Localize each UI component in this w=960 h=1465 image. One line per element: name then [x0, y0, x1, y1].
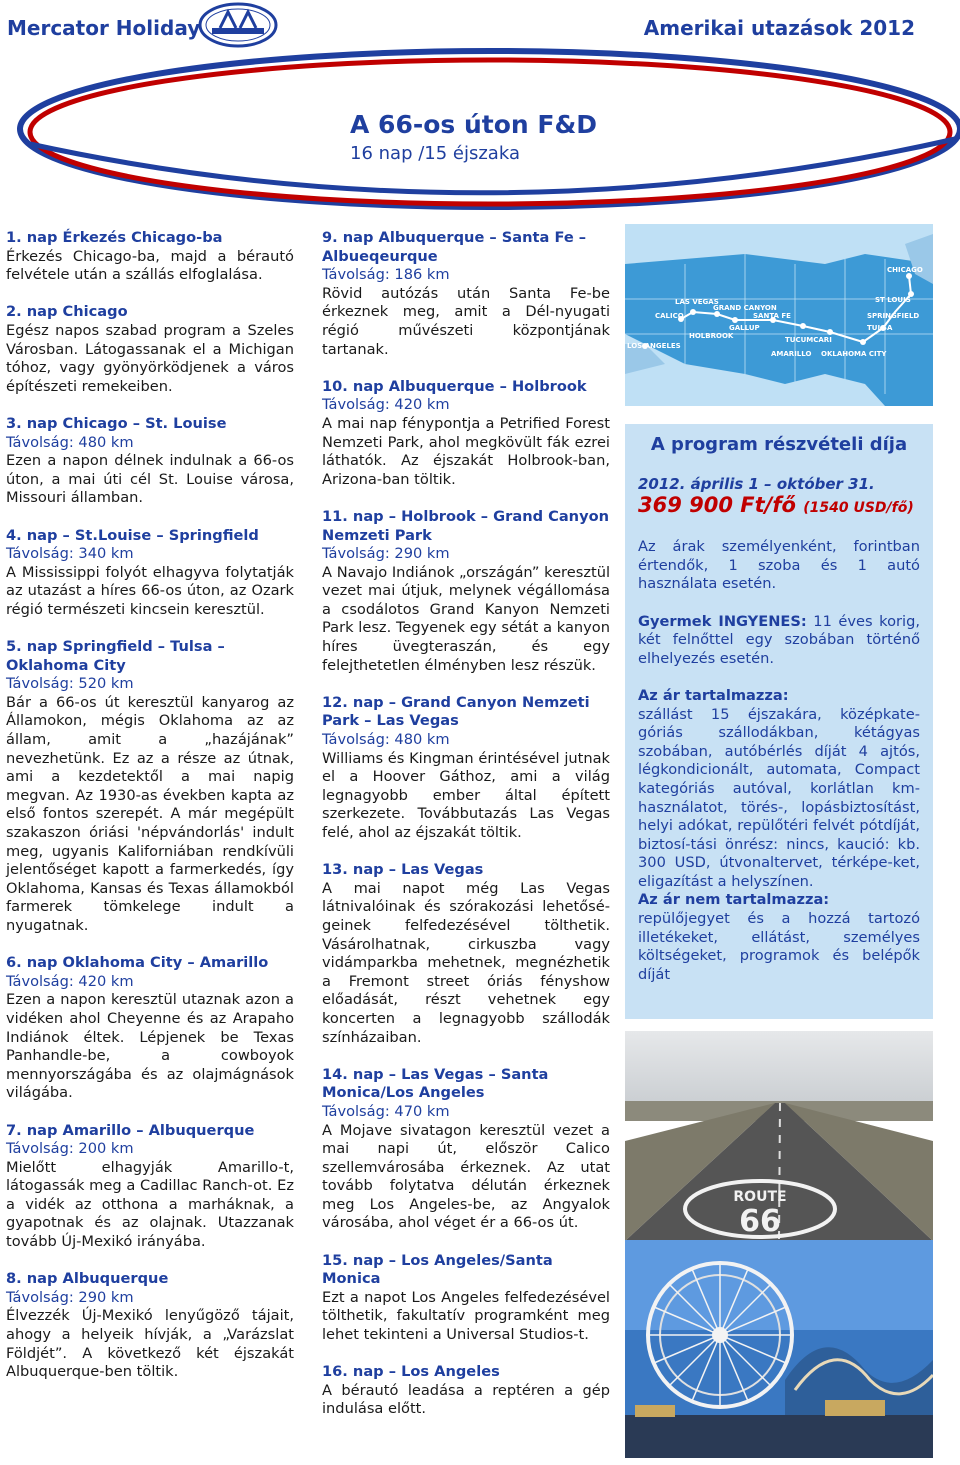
day-title: 14. nap – Las Vegas – Santa Monica/Los Angeles	[322, 1065, 549, 1102]
day-title: 5. nap Springfield – Tulsa – Oklahoma City	[6, 638, 225, 674]
map-label: LOS ANGELES	[627, 342, 681, 350]
day-item	[322, 378, 610, 490]
day-distance: Távolság: 470 km	[322, 1102, 450, 1120]
map-label: GALLUP	[729, 324, 760, 332]
day-distance: Távolság: 340 km	[6, 545, 134, 563]
day-distance: Távolság: 420 km	[6, 972, 134, 990]
day-text: A Navajo Indiánok „országán” keresztül vezet mai útjuk, melynek végállomása a csodálotos Grand Kanyon Nemzeti Park lesz. Tegyenek egy sétát a kanyon híres üvegteraszán, és egy felejthetetlen élményben lesz részük.	[322, 563, 610, 674]
map-label: CHICAGO	[887, 266, 923, 274]
day-item	[6, 303, 294, 396]
day-text: Williams és Kingman érintésével jutnak el a Hoover Gáthoz, ami a világ legnagyobb ember által épített szerkezete. Továbbutazás Las Vegas felé, ahol az éjszakát töltik.	[322, 749, 610, 841]
day-item	[322, 861, 610, 1047]
day-item	[322, 1363, 610, 1419]
route-map	[625, 224, 933, 406]
day-distance: Távolság: 290 km	[6, 1288, 134, 1306]
day-item	[322, 229, 610, 359]
price-usd: (1540 USD/fő)	[803, 500, 914, 517]
map-label: TULSA	[867, 324, 893, 332]
day-text: Bár a 66-os út keresztül kanyarog az Államokon, mégis Oklahoma az az állam, amit a „hazájának” nevezhetünk. Ez az a része az útnak, ami a kezdetektől a mai napig megvan. Az 1930-as években kapta az első fontos szerepét. A már megépült szakaszon óriási 'népvándorlás' indult meg, ugyanis Kaliforniában rendkívüli jelentőséget kapott a farmerkedés, így Oklahoma, Kansas és Texas államokból farmerek tömkelege indult a nyugatnak.	[6, 693, 294, 934]
price-value	[638, 493, 920, 520]
day-distance: Távolság: 186 km	[322, 266, 450, 284]
day-text: A mai nap fénypontja a Petrified Forest Nemzeti Park, ahol megkövült fák ezrei láthatók. Az éjszakát Holbrook-ban, Arizona-ban töltik.	[322, 414, 610, 488]
day-item	[6, 229, 294, 285]
day-text: Egész napos szabad program a Szeles Városban. Látogassanak el a Michigan tóhoz, vagy gyönyörködjenek a város építészeti remekeiben.	[6, 321, 294, 395]
day-title: 7. nap Amarillo – Albuquerque	[6, 1121, 255, 1139]
day-text: Érkezés Chicago-ba, majd a bérautó felvétele után a szállás elfoglalása.	[6, 247, 294, 284]
day-title: 4. nap – St.Louise – Springfield	[6, 526, 259, 544]
day-text: A mai napot még Las Vegas látnivalóinak és szórakozási lehetősé-geinek felfedezésével tölthetik. Vásárolhatnak, cirkuszba vagy vidámparkba mehetnek, megnézhetik a Fremont street óriás fényshow előadását, részt vehetnek egy koncerten a legnagyobb szállodák színházaiban.	[322, 879, 610, 1046]
day-item	[6, 1122, 294, 1252]
day-title: 10. nap Albuquerque – Holbrook	[322, 377, 587, 395]
map-label: TUCUMCARI	[785, 336, 832, 344]
santa-monica-pier-photo	[625, 1240, 933, 1458]
day-distance: Távolság: 480 km	[322, 731, 450, 749]
road-sign-number: 66	[739, 1204, 781, 1239]
itinerary-column-2	[322, 229, 610, 1438]
day-title: 11. nap – Holbrook – Grand Canyon Nemzeti Park	[322, 507, 609, 544]
day-distance: Távolság: 200 km	[6, 1140, 134, 1158]
day-distance: Távolság: 520 km	[6, 675, 134, 693]
map-label: SANTA FE	[753, 312, 791, 320]
map-label: LAS VEGAS	[675, 298, 719, 306]
day-text: Mielőtt elhagyják Amarillo-t, látogassák meg a Cadillac Ranch-ot. Ez a vidék az otthona a marháknak, a gyapotnak és az olajnak. Utazzanak tovább Új-Mexikó irányába.	[6, 1158, 294, 1251]
header-brand: Mercator Holiday	[7, 16, 201, 40]
page-subtitle: 16 nap /15 éjszaka	[350, 143, 520, 164]
day-item	[322, 508, 610, 675]
day-distance: Távolság: 290 km	[322, 545, 450, 563]
mercator-logo	[198, 2, 278, 48]
day-text: Ezt a napot Los Angeles felfedezésével tölthetik, fakultatív programként meg lehet tekinteni a Universal Studios-t.	[322, 1288, 610, 1344]
day-item	[6, 954, 294, 1103]
day-title: 9. nap Albuquerque – Santa Fe – Albueqeurque	[322, 229, 587, 265]
map-label: OKLAHOMA CITY	[821, 350, 887, 358]
day-distance: Távolság: 480 km	[6, 433, 134, 451]
price-box-heading: A program részvételi díja	[650, 434, 908, 455]
day-distance: Távolság: 420 km	[322, 396, 450, 414]
day-title: 2. nap Chicago	[6, 303, 128, 321]
itinerary-column-1	[6, 229, 294, 1400]
day-title: 6. nap Oklahoma City – Amarillo	[6, 954, 269, 972]
map-label: AMARILLO	[771, 350, 812, 358]
map-label: ST LOUIS	[875, 296, 911, 304]
day-title: 3. nap Chicago – St. Louise	[6, 414, 227, 432]
day-text: Ezen a napon keresztül utaznak azon a vidéken ahol Cheyenne és az Arapaho Indiánok éltek. Lépjenek be Texas Panhandle-be, a cowboyok mennyországába és az olajmágnások világába.	[6, 991, 294, 1102]
day-text: Ezen a napon délnek indulnak a 66-os úton, a mai úti cél St. Louise városa, Missouri államban.	[6, 452, 294, 507]
title-swoosh	[0, 44, 960, 234]
child-label: Gyermek INGYENES:	[638, 612, 807, 630]
day-title: 16. nap – Los Angeles	[322, 1363, 500, 1381]
header-title: Amerikai utazások 2012	[643, 16, 915, 40]
excludes-heading: Az ár nem tartalmazza:	[638, 891, 830, 909]
day-title: 13. nap – Las Vegas	[322, 861, 484, 879]
day-text: Élvezzék Új-Mexikó lenyűgöző tájait, ahogy a helyeik hívják, a „Varázslat Földjét”. A következő két éjszakát Albuquerque-ben töltik.	[6, 1307, 294, 1381]
price-dates: 2012. április 1 – október 31.	[638, 474, 875, 493]
day-item	[6, 527, 294, 620]
road-sign-top: ROUTE	[733, 1189, 787, 1205]
map-label: SPRINGFIELD	[867, 312, 920, 320]
day-text: A Mojave sivatagon keresztül vezet a mai napi út, először Calico szellemvárosába érkeznek. Az utat tovább folytatva délután érkeznek meg Los Angeles-be, az Angyalok városába, ahol véget ér a 66-os út.	[322, 1121, 610, 1232]
day-title: 12. nap – Grand Canyon Nemzeti Park – Las Vegas	[322, 693, 590, 730]
price-huf: 369 900 Ft/fő	[638, 493, 796, 518]
day-item	[322, 1066, 610, 1233]
child-note	[638, 613, 920, 669]
page-title: A 66-os úton F&D	[350, 110, 598, 139]
includes-text: szállást 15 éjszakára, középkate-góriás szállodákban, kétágyas szobában, autóbérlés díját 4 ajtós, légkondicionált, automata, Compact kategóriás autóval, korlátlan km-használatot, törés-, lopásbiztosítást, helyi adókat, repülőtéri felvét pótdíját, biztosí-tási önrész: nincs, kaució: kb. 300 USD, útvonaltervet, térképe-ket, eligazítást a helyszínen.	[638, 705, 920, 890]
day-item	[6, 415, 294, 508]
day-title: 8. nap Albuquerque	[6, 1270, 169, 1288]
day-item	[322, 1252, 610, 1345]
includes-heading: Az ár tartalmazza:	[638, 686, 789, 704]
child-text: 11 éves korig, két felnőttel egy szobában történő elhelyezés esetén.	[638, 612, 920, 667]
price-box	[625, 424, 933, 1019]
day-title: 15. nap – Los Angeles/Santa Monica	[322, 1251, 553, 1288]
day-item	[6, 1270, 294, 1382]
day-text: Rövid autózás után Santa Fe-be érkeznek meg, amit a Dél-nyugati régió művészeti központjának tartanak.	[322, 284, 610, 358]
day-item	[6, 638, 294, 936]
day-item	[322, 694, 610, 843]
day-title: 1. nap Érkezés Chicago-ba	[6, 229, 223, 246]
day-text: A bérautó leadása a reptéren a gép indulása előtt.	[322, 1381, 610, 1418]
map-label: HOLBROOK	[689, 332, 734, 340]
map-label: CALICO	[655, 312, 684, 320]
price-note: Az árak személyenként, forintban értendők, 1 szoba és 1 autó használata esetén.	[638, 538, 920, 593]
map-label: GRAND CANYON	[713, 304, 777, 312]
route66-road-photo	[625, 1031, 933, 1241]
day-text: A Mississippi folyót elhagyva folytatják az utazást a híres 66-os úton, az Ozark régió természeti kincsein keresztül.	[6, 563, 294, 618]
excludes-text: repülőjegyet és a hozzá tartozó illetékeket, ellátást, személyes költségeket, programok és belépők díját	[638, 910, 920, 983]
